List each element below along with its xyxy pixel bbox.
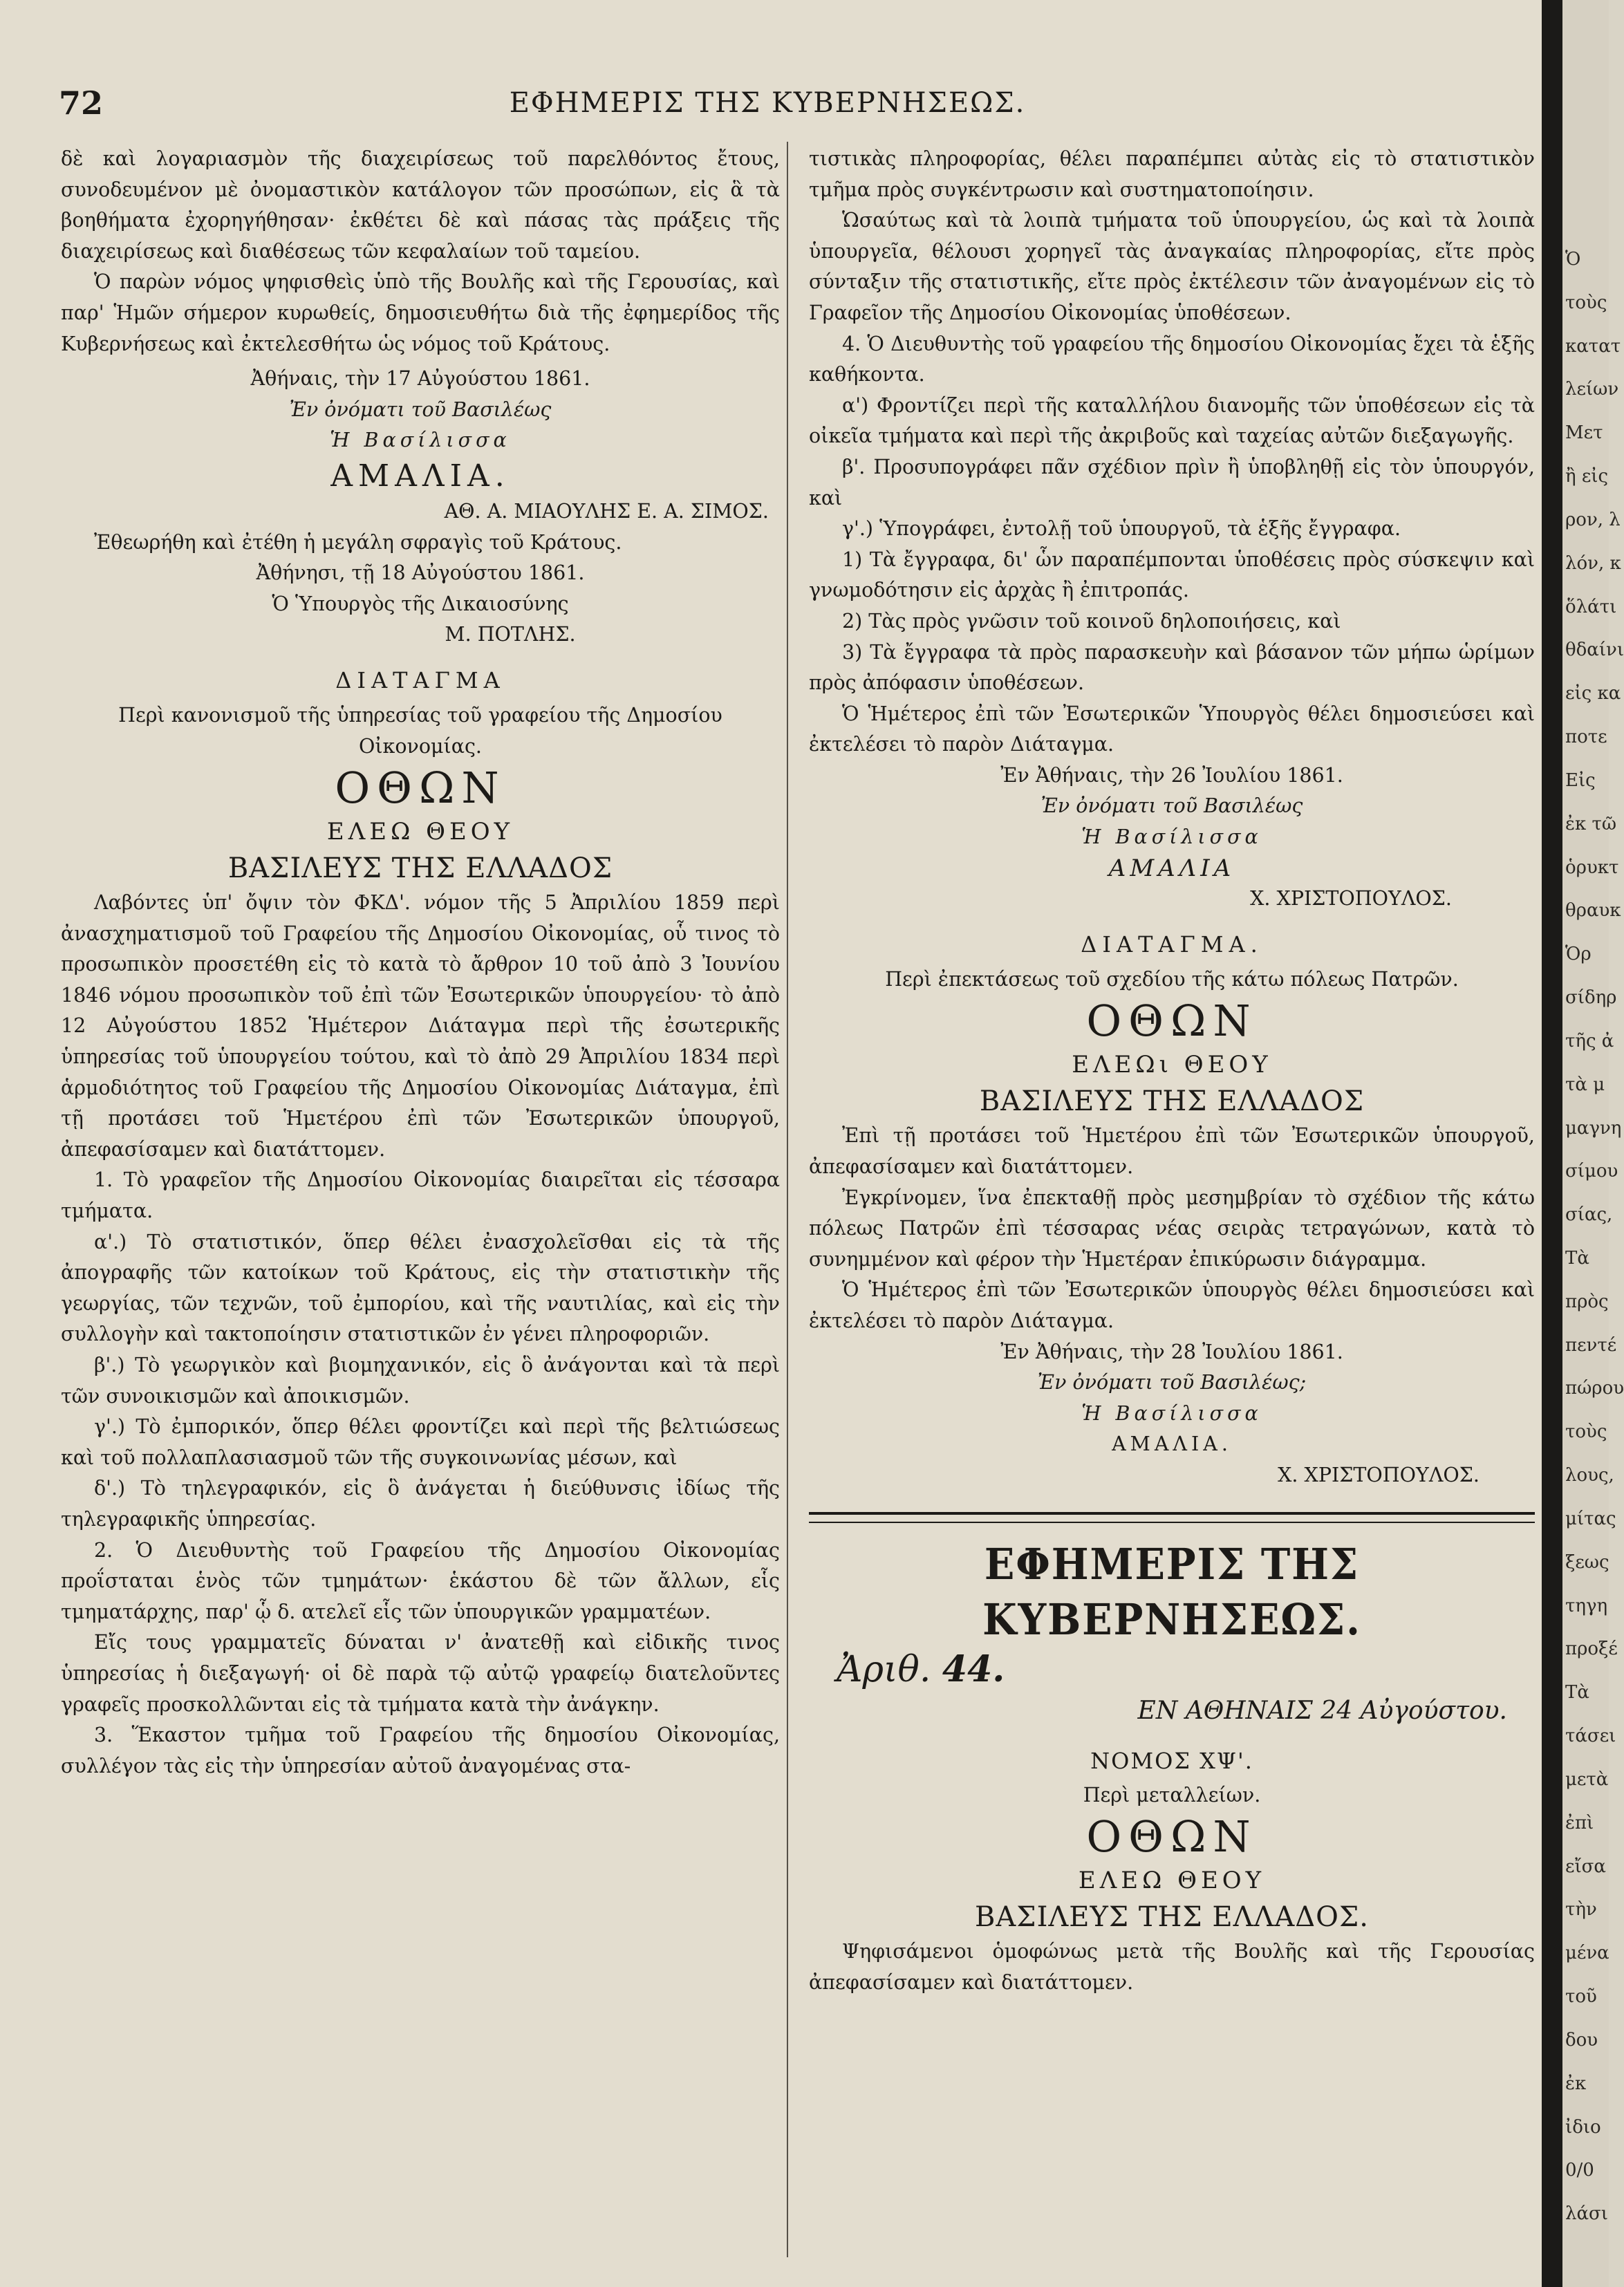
paragraph: 4. Ὁ Διευθυντὴς τοῦ γραφείου τῆς δημοσίου Οἰκονομίας ἔχει τὰ ἑξῆς καθήκοντα.: [809, 332, 1535, 386]
paragraph: Ὁ Ἡμέτερος ἐπὶ τῶν Ἐσωτερικῶν ὑπουργὸς θέλει δημοσιεύσει καὶ ἐκτελέσει τὸ παρὸν Διάταγμα.: [809, 1278, 1535, 1332]
running-title: ΕΦΗΜΕΡΙΣ ΤΗΣ ΚΥΒΕΡΝΗΣΕΩΣ.: [509, 87, 1026, 119]
page-number: 72: [59, 84, 104, 122]
adjacent-text-fragment: λείων: [1565, 379, 1619, 400]
basileus-heading: ΒΑΣΙΛΕΥΣ ΤΗΣ ΕΛΛΑΔΟΣ.: [975, 1901, 1369, 1934]
he-basilissa: Ἡ Βασίλισσα: [330, 429, 511, 452]
adjacent-text-fragment: λάσι: [1565, 2203, 1608, 2224]
adjacent-text-fragment: Τὰ: [1565, 1248, 1589, 1269]
issue-number-value: 44.: [942, 1647, 1005, 1690]
issue-dateline: ΕΝ ΑΘΗΝΑΙΣ 24 Αὐγούστου.: [1137, 1696, 1507, 1725]
book-gutter: [1542, 0, 1562, 2287]
paragraph: Ἐπὶ τῇ προτάσει τοῦ Ἡμετέρου ἐπὶ τῶν Ἐσωτερικῶν ὑπουργοῦ, ἀπεφασίσαμεν καὶ διατάττομεν.: [809, 1124, 1535, 1179]
adjacent-text-fragment: Ὁ: [1565, 249, 1581, 270]
paragraph: α'.) Τὸ στατιστικόν, ὅπερ θέλει ἐνασχολεῖσθαι εἰς τὰ τῆς ἀπογραφῆς τῶν κατοίκων τοῦ Κράτους, εἰς τὴν στατιστικὴν τῆς γεωργίας, τῶν τεχνῶν, τοῦ ἐμπορίου, καὶ τῆς ναυτιλίας, καὶ εἰς τὴν συλλογὴν καὶ τακτοποίησιν στατιστικῶν ἐν γένει πληροφοριῶν.: [61, 1230, 780, 1346]
paragraph: δ'.) Τὸ τηλεγραφικόν, εἰς ὃ ἀνάγεται ἡ διεύθυνσις ἰδίως τῆς τηλεγραφικῆς ὑπηρεσίας.: [61, 1477, 780, 1531]
adjacent-text-fragment: τοῦ: [1565, 1986, 1597, 2007]
adjacent-text-fragment: κατατ: [1565, 336, 1621, 357]
adjacent-text-fragment: ἐκ τῶ: [1565, 814, 1617, 834]
paragraph: 3. Ἕκαστον τμῆμα τοῦ Γραφείου τῆς δημοσίου Οἰκονομίας, συλλέγον τὰς εἰς τὴν ὑπηρεσίαν αὐτοῦ ἀναγομένας στα-: [61, 1724, 780, 1777]
adjacent-text-fragment: πρὸς: [1565, 1291, 1609, 1312]
adjacent-text-fragment: ἐκ: [1565, 2073, 1587, 2094]
law-subject: Περὶ μεταλλείων.: [1083, 1783, 1261, 1807]
date-line: Ἀθήνησι, τῇ 18 Αὐγούστου 1861.: [256, 561, 585, 585]
paragraph: 2. Ὁ Διευθυντὴς τοῦ Γραφείου τῆς Δημοσίου Οἰκονομίας προΐσταται ἑνὸς τῶν τμημάτων· ἑκάστου δὲ τῶν ἄλλων, εἷς τμηματάρχης, παρ' ᾧ δ. ατελεῖ εἷς τῶν ὑπουργικῶν γραμματέων.: [61, 1538, 780, 1623]
paragraph: 3) Τὰ ἔγγραφα τὰ πρὸς παρασκευὴν καὶ βάσανον τῶν μήπω ὡρίμων πρὸς ἀπόφασιν ὑποθέσεων.: [809, 640, 1535, 695]
column-divider: [787, 142, 788, 2257]
adjacent-text-fragment: ἢ εἰς: [1565, 466, 1609, 487]
he-basilissa: Ἡ Βασίλισσα: [1081, 1401, 1262, 1425]
paragraph: Λαβόντες ὑπ' ὄψιν τὸν ΦΚΔ'. νόμον τῆς 5 Ἀπριλίου 1859 περὶ ἀνασχηματισμοῦ τοῦ Γραφείου τῆς Δημοσίου Οἰκονομίας, οὗ τινος τὸ προσωπικὸν προσετέθη εἰς τὸ κατὰ τὸ ἄρθρον 10 τοῦ ἀπὸ 3 Ἰουνίου 1846 νόμου προσωπικὸν τοῦ ἐπὶ τῶν Ἐσωτερικῶν ὑπουργείου· τὸ ἀπὸ 12 Αὐγούστου 1852 Ἡμέτερον Διάταγμα περὶ τῆς ἐσωτερικῆς ὑπηρεσίας τοῦ ὑπουργείου τούτου, καὶ τὸ ἀπὸ 29 Ἀπριλίου 1834 περὶ ἁρμοδιότητος τοῦ Γραφείου τῆς Δημοσίου Οἰκονομίας Διάταγμα, ἐπὶ τῇ προτάσει τοῦ Ἡμετέρου ἐπὶ τῶν Ἐσωτερικῶν ὑπουργοῦ, ἀπεφασίσαμεν καὶ διατάττομεν.: [61, 891, 780, 1161]
decree-heading: ΔΙΑΤΑΓΜΑ: [335, 666, 505, 693]
paragraph: Ὁ παρὼν νόμος ψηφισθεὶς ὑπὸ τῆς Βουλῆς καὶ τῆς Γερουσίας, καὶ παρ' Ἡμῶν σήμερον κυρωθείς, δημοσιευθήτω διὰ τῆς ἐφημερίδος τῆς Κυβερνήσεως καὶ ἐκτελεσθήτω ὡς νόμος τοῦ Κράτους.: [61, 270, 780, 355]
adjacent-text-fragment: Εἰς: [1565, 770, 1596, 791]
seal-note: Ἐθεωρήθη καὶ ἐτέθη ἡ μεγάλη σφραγὶς τοῦ Κράτους.: [94, 530, 622, 554]
paragraph: Ὁ Ἡμέτερος ἐπὶ τῶν Ἐσωτερικῶν Ὑπουργὸς θέλει δημοσιεύσει καὶ ἐκτελέσει τὸ παρὸν Διάταγμα.: [809, 702, 1535, 756]
adjacent-text-fragment: τάσει: [1565, 1726, 1616, 1746]
adjacent-text-fragment: Μετ: [1565, 422, 1603, 443]
paragraph: Ψηφισάμενοι ὁμοφώνως μετὰ τῆς Βουλῆς καὶ τῆς Γερουσίας ἀπεφασίσαμεν καὶ διατάττομεν.: [809, 1940, 1535, 1994]
minister-signature: Χ. ΧΡΙΣΤΟΠΟΥΛΟΣ.: [1250, 887, 1452, 911]
adjacent-text-fragment: ξεως: [1565, 1552, 1609, 1573]
adjacent-text-fragment: προξέ: [1565, 1639, 1618, 1659]
adjacent-text-fragment: λους,: [1565, 1465, 1614, 1486]
adjacent-text-fragment: πώρου: [1565, 1378, 1624, 1399]
adjacent-text-fragment: Τὰ: [1565, 1682, 1589, 1703]
minister-title: Ὁ Ὑπουργὸς τῆς Δικαιοσύνης: [272, 592, 569, 615]
adjacent-text-fragment: τὰ μ: [1565, 1074, 1605, 1095]
adjacent-text-fragment: ρον, λ: [1565, 510, 1621, 530]
paragraph: Εἴς τους γραμματεῖς δύναται ν' ἀνατεθῇ καὶ εἰδικῆς τινος ὑπηρεσίας ἡ διεξαγωγή· οἱ δὲ παρὰ τῷ αὐτῷ γραφείῳ διατελοῦντες γραφεῖς προσκολλῶνται εἰς τὰ τμήματα κατὰ τὴν ἀνάγκην.: [61, 1631, 780, 1716]
adjacent-text-fragment: θδαίνι: [1565, 640, 1624, 660]
adjacent-text-fragment: Ὁρ: [1565, 944, 1592, 964]
amalia-signature: ΑΜΑΛΙΑ.: [1112, 1432, 1232, 1456]
adjacent-text-fragment: μαγνη: [1565, 1118, 1622, 1139]
paragraph: δὲ καὶ λογαριασμὸν τῆς διαχειρίσεως τοῦ παρελθόντος ἔτους, συνοδευμένον μὲ ὀνομαστικὸν κατάλογον τῶν προσώπων, εἰς ἃ τὰ βοηθήματα ἐχορηγήθησαν· ἐκθέτει δὲ καὶ πάσας τὰς πράξεις τῆς διαχειρίσεως καὶ διαθέσεως τῶν κεφαλαίων τοῦ ταμείου.: [61, 147, 780, 263]
amalia-signature: ΑΜΑΛΙΑ.: [330, 458, 510, 494]
paragraph: 1) Τὰ ἔγγραφα, δι' ὧν παραπέμπονται ὑποθέσεις πρὸς σύσκεψιν καὶ γνωμοδότησιν εἰς ἀρχὰς ἢ ἐπιτροπάς.: [809, 548, 1535, 602]
issue-number: [837, 1647, 1535, 1692]
adjacent-text-fragment: ἐπὶ: [1565, 1813, 1594, 1833]
date-line: Ἀθήναις, τὴν 17 Αὐγούστου 1861.: [250, 367, 590, 391]
adjacent-page-edge: [1562, 0, 1624, 2287]
adjacent-text-fragment: δου: [1565, 2030, 1598, 2051]
gazette-masthead: ΕΦΗΜΕΡΙΣ ΤΗΣ ΚΥΒΕΡΝΗΣΕΩΣ.: [982, 1538, 1361, 1645]
adjacent-text-fragment: τοὺς: [1565, 292, 1607, 313]
adjacent-text-fragment: τοὺς: [1565, 1421, 1607, 1442]
decree-subject: Περὶ ἐπεκτάσεως τοῦ σχεδίου τῆς κάτω πόλεως Πατρῶν.: [885, 967, 1459, 991]
adjacent-text-fragment: μετὰ: [1565, 1769, 1609, 1790]
adjacent-text-fragment: ἰδιο: [1565, 2117, 1601, 2138]
minister-signatures: ΑΘ. Α. ΜΙΑΟΥΛΗΣ Ε. Α. ΣΙΜΟΣ.: [444, 499, 769, 523]
adjacent-text-fragment: σίδηρ: [1565, 987, 1617, 1008]
basileus-heading: ΒΑΣΙΛΕΥΣ ΤΗΣ ΕΛΛΑΔΟΣ: [979, 1085, 1365, 1118]
adjacent-text-fragment: 0/0: [1565, 2160, 1594, 2181]
basileus-heading: ΒΑΣΙΛΕΥΣ ΤΗΣ ΕΛΛΑΔΟΣ: [227, 852, 613, 885]
decree-subject: Περὶ κανονισμοῦ τῆς ὑπηρεσίας τοῦ γραφείου τῆς Δημοσίου Οἰκονομίας.: [118, 703, 722, 758]
decree-heading: ΔΙΑΤΑΓΜΑ.: [1081, 931, 1263, 958]
adjacent-text-fragment: τηγη: [1565, 1596, 1608, 1616]
en-onomati: Ἐν ὀνόματι τοῦ Βασιλέως: [289, 398, 552, 421]
eleo-theou: ΕΛΕΩι ΘΕΟΥ: [1072, 1051, 1272, 1079]
section-rule: [809, 1512, 1535, 1523]
adjacent-text-fragment: σίας,: [1565, 1204, 1613, 1225]
adjacent-text-fragment: σίμου: [1565, 1161, 1618, 1182]
left-column: [61, 144, 780, 2259]
he-basilissa: Ἡ Βασίλισσα: [1081, 825, 1262, 849]
right-column: [809, 144, 1535, 2259]
adjacent-text-fragment: εἰς κα: [1565, 683, 1621, 704]
adjacent-text-fragment: ποτε: [1565, 727, 1607, 747]
paragraph: 1. Τὸ γραφεῖον τῆς Δημοσίου Οἰκονομίας διαιρεῖται εἰς τέσσαρα τμήματα.: [61, 1168, 780, 1223]
adjacent-text-fragment: λόν, κ: [1565, 553, 1621, 574]
othon-heading: ΟΘΩΝ: [1086, 996, 1258, 1047]
en-onomati: Ἐν ὀνόματι τοῦ Βασιλέως: [1040, 794, 1303, 818]
issue-label: Ἀριθ.: [837, 1648, 931, 1690]
page-header: [59, 84, 1476, 126]
law-heading: ΝΟΜΟΣ ΧΨ'.: [1090, 1747, 1253, 1774]
eleo-theou: ΕΛΕΩ ΘΕΟΥ: [1078, 1867, 1266, 1895]
paragraph: Ὡσαύτως καὶ τὰ λοιπὰ τμήματα τοῦ ὑπουργείου, ὡς καὶ τὰ λοιπὰ ὑπουργεῖα, θέλουσι χορηγεῖ τὰς ἀναγκαίας πληροφορίας, εἴτε πρὸς σύνταξιν τῆς στατιστικῆς, εἴτε πρὸς ἐκτέλεσιν τῶν ἀναγομένων εἰς τὸ Γραφεῖον τῆς Δημοσίου Οἰκονομίας ὑποθέσεων.: [809, 209, 1535, 324]
en-onomati: Ἐν ὀνόματι τοῦ Βασιλέως;: [1037, 1371, 1307, 1394]
paragraph: γ'.) Τὸ ἐμπορικόν, ὅπερ θέλει φροντίζει καὶ περὶ τῆς βελτιώσεως καὶ τοῦ πολλαπλασιασμοῦ τῶν τῆς συγκοινωνίας μέσων, καὶ: [61, 1415, 780, 1469]
adjacent-text-fragment: εἴσα: [1565, 1856, 1606, 1877]
paragraph: γ'.) Ὑπογράφει, ἐντολῇ τοῦ ὑπουργοῦ, τὰ ἑξῆς ἔγγραφα.: [842, 517, 1401, 541]
date-line: Ἐν Ἀθήναις, τὴν 28 Ἰουλίου 1861.: [1000, 1340, 1343, 1363]
adjacent-text-fragment: πεντέ: [1565, 1335, 1617, 1356]
paragraph: 2) Τὰς πρὸς γνῶσιν τοῦ κοινοῦ δηλοποιήσεις, καὶ: [842, 609, 1341, 633]
paragraph: α') Φροντίζει περὶ τῆς καταλλήλου διανομῆς τῶν ὑποθέσεων εἰς τὰ οἰκεῖα τμήματα καὶ περὶ τῆς ἀκριβοῦς καὶ ταχείας αὐτῶν διεξαγωγῆς.: [809, 393, 1535, 448]
adjacent-text-fragment: τὴν: [1565, 1899, 1597, 1920]
othon-heading: ΟΘΩΝ: [335, 763, 506, 814]
adjacent-text-fragment: θραυκ: [1565, 900, 1621, 921]
adjacent-text-fragment: μίτας: [1565, 1509, 1616, 1529]
paragraph: β'. Προσυπογράφει πᾶν σχέδιον πρὶν ἢ ὑποβληθῇ εἰς τὸν ὑπουργόν, καὶ: [809, 455, 1535, 510]
minister-signature: Χ. ΧΡΙΣΤΟΠΟΥΛΟΣ.: [1278, 1463, 1480, 1486]
minister-name: Μ. ΠΟΤΛΗΣ.: [445, 623, 576, 646]
adjacent-text-fragment: τῆς ἀ: [1565, 1031, 1614, 1052]
paragraph: τιστικὰς πληροφορίας, θέλει παραπέμπει αὐτὰς εἰς τὸ στατιστικὸν τμῆμα πρὸς συγκέντρωσιν καὶ συστηματοποίησιν.: [809, 147, 1535, 201]
eleo-theou: ΕΛΕΩ ΘΕΟΥ: [326, 818, 514, 846]
othon-heading: ΟΘΩΝ: [1086, 1811, 1258, 1863]
paragraph: Ἐγκρίνομεν, ἵνα ἐπεκταθῇ πρὸς μεσημβρίαν τὸ σχέδιον τῆς κάτω πόλεως Πατρῶν ἐπὶ τέσσαρας νέας σειρὰς τετραγώνων, κατὰ τὸ συνημμένον καὶ φέρον τὴν Ἡμετέραν ἐπικύρωσιν διάγραμμα.: [809, 1186, 1535, 1271]
adjacent-text-fragment: ὁρυκτ: [1565, 857, 1619, 878]
paragraph: β'.) Τὸ γεωργικὸν καὶ βιομηχανικόν, εἰς ὃ ἀνάγονται καὶ τὰ περὶ τῶν συνοικισμῶν καὶ ἀποικισμῶν.: [61, 1354, 780, 1408]
date-line: Ἐν Ἀθήναις, τὴν 26 Ἰουλίου 1861.: [1000, 763, 1343, 787]
adjacent-text-fragment: ὅλάτι: [1565, 597, 1617, 617]
amalia-signature: ΑΜΑΛΙΑ: [1108, 854, 1235, 882]
adjacent-text-fragment: μένα: [1565, 1943, 1609, 1963]
